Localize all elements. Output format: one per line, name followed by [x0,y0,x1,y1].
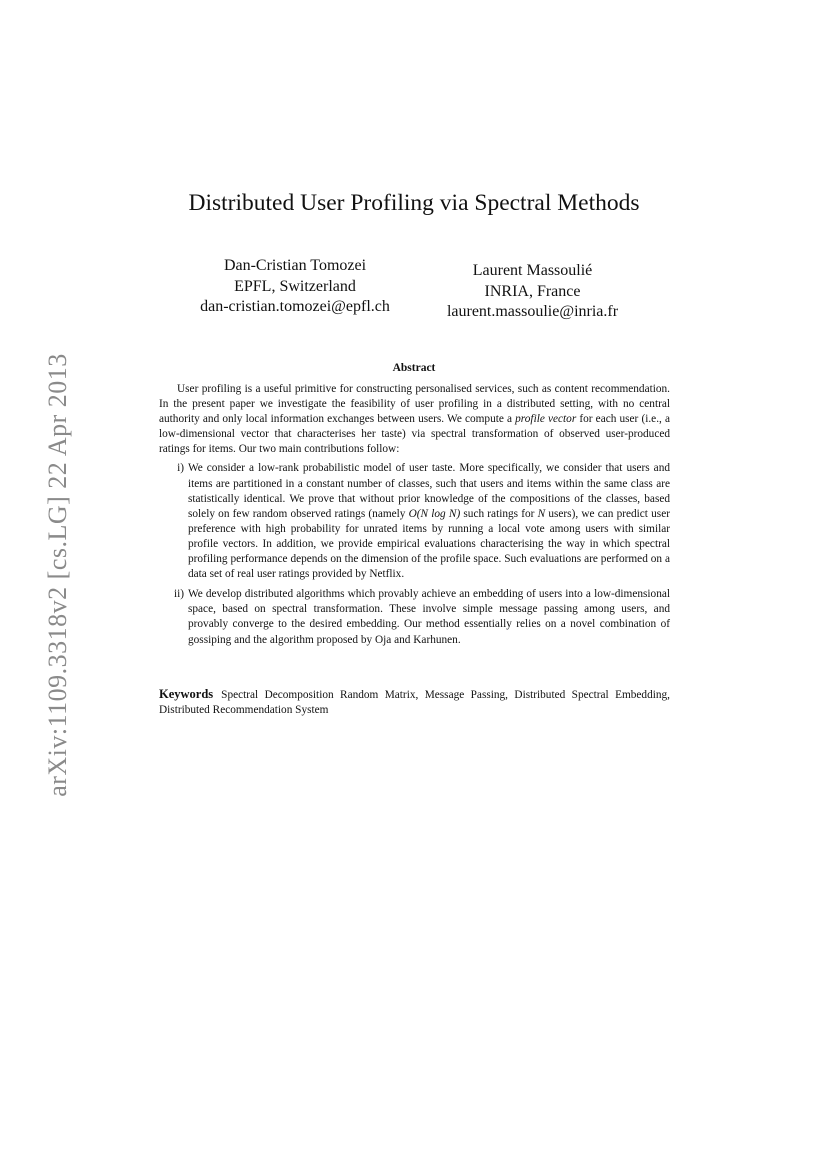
math-expression: N [537,507,546,520]
paper-title: Distributed User Profiling via Spectral Methods [188,190,640,216]
keywords-section [159,687,670,718]
emphasized-term: profile vector [515,413,577,426]
author-affiliation: EPFL, Switzerland [234,277,356,295]
author-block-1 [190,256,400,318]
author-affiliation: INRIA, France [484,282,581,300]
author-block-2 [430,261,635,323]
author-name: Laurent Massoulié [472,262,593,279]
arxiv-identifier-stamp: arXiv:1109.3318v2 [cs.LG] 22 Apr 2013 [43,353,72,797]
author-email: dan-cristian.tomozei@epfl.ch [200,298,390,315]
contribution-text: such ratings for [460,507,538,520]
contributions-list [159,461,670,647]
math-expression: O(N log N) [408,507,461,520]
list-marker: i) [177,462,184,475]
abstract-heading: Abstract [392,362,436,374]
keywords-text: Spectral Decomposition Random Matrix, Message Passing, Distributed Spectral Embedding, Distributed Recommendation System [159,689,670,717]
keywords-label: Keywords [159,687,214,701]
abstract-body [159,382,670,653]
abstract-intro-text: for each user (i.e., a low-dimensional vector that characterises her taste) via spectral transformation of observed user-produced ratings for items. Our two main contributions follow: [159,413,670,456]
abstract-intro-text: User profiling is a useful primitive for constructing personalised services, such as content recommendation. In the present paper we investigate the feasibility of user profiling in a distributed setting, with no central authority and only local information exchanges between users. We compute a [159,383,670,426]
list-marker: ii) [173,588,184,601]
contribution-text: users), we can predict user preference with high probability for unrated items by running a local vote among users with similar profile vectors. In addition, we provide empirical evaluations characterising the way in which spectral profiling performance depends on the dimension of the profile space. Such evaluations are performed on a data set of real user ratings provided by Netflix. [188,507,670,581]
abstract-intro [159,382,670,457]
contribution-text: We develop distributed algorithms which provably achieve an embedding of users into a low-dimensional space, based on spectral transformation. These involve simple message passing among users, and provably converge to the desired embedding. Our method essentially relies on a novel combination of gossiping and the algorithm proposed by Oja and Karhunen. [188,588,670,646]
contribution-item [159,461,670,582]
author-name: Dan-Cristian Tomozei [223,257,367,274]
contribution-item [159,587,670,647]
author-email: laurent.massoulie@inria.fr [446,303,619,320]
contribution-text: We consider a low-rank probabilistic model of user taste. More specifically, we consider that users and items are partitioned in a constant number of classes, such that users and items within the same class are statistically identical. We prove that without prior knowledge of the compositions of the classes, based solely on few random observed ratings (namely [188,462,670,520]
